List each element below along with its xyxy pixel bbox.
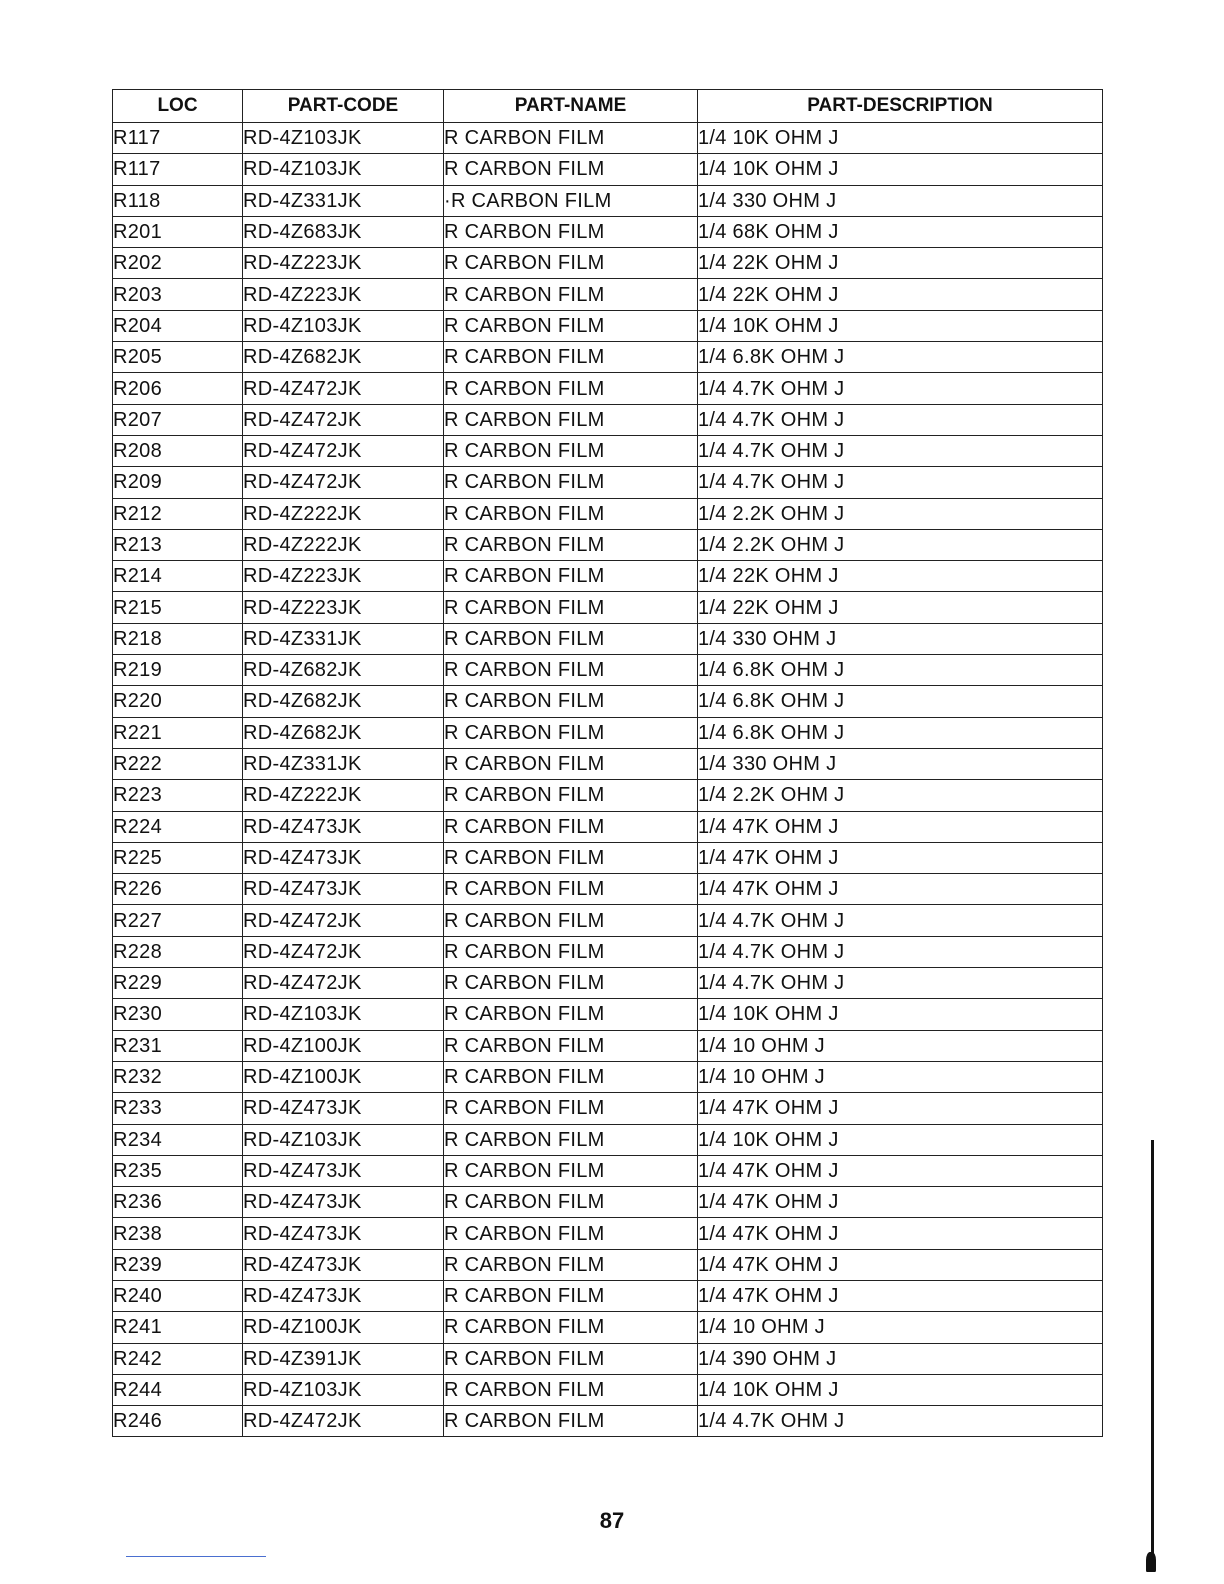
table-row (113, 999, 1103, 1030)
loc-cell: R202 (113, 248, 243, 279)
loc-cell: R244 (113, 1374, 243, 1405)
part-name-cell: R CARBON FILM (444, 780, 698, 811)
loc-cell: R118 (113, 185, 243, 216)
table-row (113, 185, 1103, 216)
part-code-cell: RD-4Z473JK (243, 1218, 444, 1249)
part-name-cell: R CARBON FILM (444, 342, 698, 373)
loc-cell: R239 (113, 1249, 243, 1280)
header-part-description: PART-DESCRIPTION (698, 90, 1103, 123)
part-code-cell: RD-4Z682JK (243, 655, 444, 686)
table-row (113, 561, 1103, 592)
part-code-cell: RD-4Z472JK (243, 905, 444, 936)
part-code-cell: RD-4Z222JK (243, 498, 444, 529)
part-description-cell: 1/4 10 OHM J (698, 1061, 1103, 1092)
loc-cell: R208 (113, 435, 243, 466)
part-name-cell: R CARBON FILM (444, 1030, 698, 1061)
part-name-cell: ·R CARBON FILM (444, 185, 698, 216)
table-row (113, 342, 1103, 373)
part-name-cell: R CARBON FILM (444, 623, 698, 654)
part-code-cell: RD-4Z103JK (243, 1374, 444, 1405)
part-name-cell: R CARBON FILM (444, 1155, 698, 1186)
loc-cell: R220 (113, 686, 243, 717)
loc-cell: R203 (113, 279, 243, 310)
part-name-cell: R CARBON FILM (444, 968, 698, 999)
part-description-cell: 1/4 22K OHM J (698, 248, 1103, 279)
header-loc: LOC (113, 90, 243, 123)
part-code-cell: RD-4Z391JK (243, 1343, 444, 1374)
part-code-cell: RD-4Z103JK (243, 1124, 444, 1155)
part-name-cell: R CARBON FILM (444, 154, 698, 185)
loc-cell: R214 (113, 561, 243, 592)
table-row (113, 780, 1103, 811)
parts-table (112, 89, 1103, 1437)
part-name-cell: R CARBON FILM (444, 279, 698, 310)
part-name-cell: R CARBON FILM (444, 310, 698, 341)
loc-cell: R246 (113, 1406, 243, 1437)
part-code-cell: RD-4Z473JK (243, 874, 444, 905)
part-name-cell: R CARBON FILM (444, 1312, 698, 1343)
part-description-cell: 1/4 10 OHM J (698, 1030, 1103, 1061)
part-description-cell: 1/4 4.7K OHM J (698, 435, 1103, 466)
loc-cell: R235 (113, 1155, 243, 1186)
part-code-cell: RD-4Z473JK (243, 1187, 444, 1218)
part-description-cell: 1/4 47K OHM J (698, 1218, 1103, 1249)
part-name-cell: R CARBON FILM (444, 936, 698, 967)
loc-cell: R231 (113, 1030, 243, 1061)
table-row (113, 1343, 1103, 1374)
loc-cell: R207 (113, 404, 243, 435)
part-name-cell: R CARBON FILM (444, 373, 698, 404)
table-row (113, 686, 1103, 717)
table-row (113, 905, 1103, 936)
loc-cell: R213 (113, 529, 243, 560)
part-code-cell: RD-4Z472JK (243, 435, 444, 466)
part-description-cell: 1/4 10K OHM J (698, 999, 1103, 1030)
page-number: 87 (599, 1508, 625, 1533)
part-description-cell: 1/4 4.7K OHM J (698, 1406, 1103, 1437)
table-row (113, 310, 1103, 341)
table-body (113, 123, 1103, 1437)
part-name-cell: R CARBON FILM (444, 1343, 698, 1374)
table-row (113, 373, 1103, 404)
table-header-row (113, 90, 1103, 123)
part-code-cell: RD-4Z472JK (243, 404, 444, 435)
loc-cell: R204 (113, 310, 243, 341)
loc-cell: R242 (113, 1343, 243, 1374)
table-row (113, 123, 1103, 154)
part-name-cell: R CARBON FILM (444, 1093, 698, 1124)
table-row (113, 1155, 1103, 1186)
loc-cell: R201 (113, 216, 243, 247)
part-name-cell: R CARBON FILM (444, 592, 698, 623)
part-name-cell: R CARBON FILM (444, 123, 698, 154)
part-name-cell: R CARBON FILM (444, 748, 698, 779)
part-code-cell: RD-4Z472JK (243, 467, 444, 498)
part-description-cell: 1/4 4.7K OHM J (698, 968, 1103, 999)
table-row (113, 1187, 1103, 1218)
loc-cell: R223 (113, 780, 243, 811)
part-name-cell: R CARBON FILM (444, 1061, 698, 1092)
part-description-cell: 1/4 2.2K OHM J (698, 498, 1103, 529)
part-code-cell: RD-4Z473JK (243, 1280, 444, 1311)
part-code-cell: RD-4Z473JK (243, 1155, 444, 1186)
part-code-cell: RD-4Z472JK (243, 968, 444, 999)
header-part-code: PART-CODE (243, 90, 444, 123)
part-description-cell: 1/4 2.2K OHM J (698, 780, 1103, 811)
part-name-cell: R CARBON FILM (444, 717, 698, 748)
part-description-cell: 1/4 68K OHM J (698, 216, 1103, 247)
part-description-cell: 1/4 47K OHM J (698, 1155, 1103, 1186)
part-name-cell: R CARBON FILM (444, 248, 698, 279)
part-description-cell: 1/4 6.8K OHM J (698, 342, 1103, 373)
part-code-cell: RD-4Z103JK (243, 310, 444, 341)
part-description-cell: 1/4 330 OHM J (698, 185, 1103, 216)
part-name-cell: R CARBON FILM (444, 1406, 698, 1437)
part-name-cell: R CARBON FILM (444, 404, 698, 435)
part-code-cell: RD-4Z331JK (243, 185, 444, 216)
table-row (113, 936, 1103, 967)
header-part-name: PART-NAME (444, 90, 698, 123)
table-row (113, 874, 1103, 905)
part-description-cell: 1/4 10K OHM J (698, 310, 1103, 341)
table-row (113, 811, 1103, 842)
table-row (113, 592, 1103, 623)
table-row (113, 154, 1103, 185)
part-code-cell: RD-4Z473JK (243, 1249, 444, 1280)
part-description-cell: 1/4 47K OHM J (698, 811, 1103, 842)
part-code-cell: RD-4Z223JK (243, 561, 444, 592)
part-code-cell: RD-4Z472JK (243, 1406, 444, 1437)
part-description-cell: 1/4 390 OHM J (698, 1343, 1103, 1374)
part-code-cell: RD-4Z331JK (243, 748, 444, 779)
table-row (113, 968, 1103, 999)
part-description-cell: 1/4 22K OHM J (698, 592, 1103, 623)
loc-cell: R240 (113, 1280, 243, 1311)
part-name-cell: R CARBON FILM (444, 498, 698, 529)
part-name-cell: R CARBON FILM (444, 467, 698, 498)
table-row (113, 1061, 1103, 1092)
part-description-cell: 1/4 10K OHM J (698, 1124, 1103, 1155)
part-code-cell: RD-4Z103JK (243, 123, 444, 154)
part-code-cell: RD-4Z682JK (243, 342, 444, 373)
loc-cell: R224 (113, 811, 243, 842)
part-name-cell: R CARBON FILM (444, 1187, 698, 1218)
part-description-cell: 1/4 47K OHM J (698, 842, 1103, 873)
part-name-cell: R CARBON FILM (444, 561, 698, 592)
table-row (113, 1406, 1103, 1437)
part-code-cell: RD-4Z100JK (243, 1061, 444, 1092)
part-description-cell: 1/4 47K OHM J (698, 1280, 1103, 1311)
margin-rule-tip (1146, 1552, 1156, 1572)
table-row (113, 467, 1103, 498)
part-description-cell: 1/4 4.7K OHM J (698, 373, 1103, 404)
table-row (113, 1374, 1103, 1405)
loc-cell: R219 (113, 655, 243, 686)
loc-cell: R228 (113, 936, 243, 967)
part-description-cell: 1/4 4.7K OHM J (698, 936, 1103, 967)
table-row (113, 498, 1103, 529)
table-row (113, 1312, 1103, 1343)
part-description-cell: 1/4 4.7K OHM J (698, 404, 1103, 435)
part-description-cell: 1/4 6.8K OHM J (698, 717, 1103, 748)
table-row (113, 1249, 1103, 1280)
loc-cell: R222 (113, 748, 243, 779)
part-name-cell: R CARBON FILM (444, 874, 698, 905)
table-row (113, 655, 1103, 686)
part-name-cell: R CARBON FILM (444, 655, 698, 686)
part-description-cell: 1/4 330 OHM J (698, 748, 1103, 779)
table-row (113, 248, 1103, 279)
part-code-cell: RD-4Z222JK (243, 529, 444, 560)
part-name-cell: R CARBON FILM (444, 842, 698, 873)
part-description-cell: 1/4 2.2K OHM J (698, 529, 1103, 560)
loc-cell: R236 (113, 1187, 243, 1218)
table-row (113, 842, 1103, 873)
part-code-cell: RD-4Z331JK (243, 623, 444, 654)
loc-cell: R232 (113, 1061, 243, 1092)
part-code-cell: RD-4Z223JK (243, 592, 444, 623)
part-code-cell: RD-4Z473JK (243, 1093, 444, 1124)
part-description-cell: 1/4 10K OHM J (698, 154, 1103, 185)
part-name-cell: R CARBON FILM (444, 435, 698, 466)
loc-cell: R234 (113, 1124, 243, 1155)
loc-cell: R221 (113, 717, 243, 748)
loc-cell: R229 (113, 968, 243, 999)
part-code-cell: RD-4Z473JK (243, 842, 444, 873)
part-name-cell: R CARBON FILM (444, 686, 698, 717)
part-description-cell: 1/4 4.7K OHM J (698, 905, 1103, 936)
part-name-cell: R CARBON FILM (444, 905, 698, 936)
table-row (113, 1218, 1103, 1249)
loc-cell: R212 (113, 498, 243, 529)
footer-rule (126, 1556, 266, 1557)
part-name-cell: R CARBON FILM (444, 1218, 698, 1249)
loc-cell: R215 (113, 592, 243, 623)
part-description-cell: 1/4 10 OHM J (698, 1312, 1103, 1343)
part-description-cell: 1/4 330 OHM J (698, 623, 1103, 654)
part-name-cell: R CARBON FILM (444, 1280, 698, 1311)
part-name-cell: R CARBON FILM (444, 999, 698, 1030)
table-row (113, 1093, 1103, 1124)
table-row (113, 748, 1103, 779)
part-code-cell: RD-4Z472JK (243, 373, 444, 404)
loc-cell: R206 (113, 373, 243, 404)
table-row (113, 279, 1103, 310)
margin-rule (1151, 1140, 1154, 1560)
loc-cell: R227 (113, 905, 243, 936)
loc-cell: R233 (113, 1093, 243, 1124)
loc-cell: R117 (113, 123, 243, 154)
part-description-cell: 1/4 10K OHM J (698, 123, 1103, 154)
part-description-cell: 1/4 47K OHM J (698, 1187, 1103, 1218)
loc-cell: R226 (113, 874, 243, 905)
part-name-cell: R CARBON FILM (444, 1374, 698, 1405)
part-description-cell: 1/4 22K OHM J (698, 279, 1103, 310)
part-code-cell: RD-4Z473JK (243, 811, 444, 842)
loc-cell: R238 (113, 1218, 243, 1249)
table-row (113, 529, 1103, 560)
part-code-cell: RD-4Z682JK (243, 717, 444, 748)
loc-cell: R241 (113, 1312, 243, 1343)
part-code-cell: RD-4Z682JK (243, 686, 444, 717)
part-code-cell: RD-4Z223JK (243, 248, 444, 279)
table-row (113, 1124, 1103, 1155)
part-code-cell: RD-4Z683JK (243, 216, 444, 247)
part-description-cell: 1/4 6.8K OHM J (698, 655, 1103, 686)
part-description-cell: 1/4 47K OHM J (698, 1249, 1103, 1280)
part-description-cell: 1/4 6.8K OHM J (698, 686, 1103, 717)
part-description-cell: 1/4 47K OHM J (698, 1093, 1103, 1124)
table-row (113, 623, 1103, 654)
table-row (113, 435, 1103, 466)
part-code-cell: RD-4Z472JK (243, 936, 444, 967)
loc-cell: R205 (113, 342, 243, 373)
table-row (113, 216, 1103, 247)
part-code-cell: RD-4Z100JK (243, 1030, 444, 1061)
part-name-cell: R CARBON FILM (444, 1124, 698, 1155)
part-code-cell: RD-4Z100JK (243, 1312, 444, 1343)
loc-cell: R117 (113, 154, 243, 185)
part-code-cell: RD-4Z103JK (243, 999, 444, 1030)
table-row (113, 1280, 1103, 1311)
part-name-cell: R CARBON FILM (444, 1249, 698, 1280)
part-code-cell: RD-4Z222JK (243, 780, 444, 811)
part-description-cell: 1/4 4.7K OHM J (698, 467, 1103, 498)
part-code-cell: RD-4Z223JK (243, 279, 444, 310)
table-row (113, 404, 1103, 435)
part-description-cell: 1/4 10K OHM J (698, 1374, 1103, 1405)
part-name-cell: R CARBON FILM (444, 811, 698, 842)
part-code-cell: RD-4Z103JK (243, 154, 444, 185)
table-row (113, 1030, 1103, 1061)
part-name-cell: R CARBON FILM (444, 216, 698, 247)
part-name-cell: R CARBON FILM (444, 529, 698, 560)
part-description-cell: 1/4 22K OHM J (698, 561, 1103, 592)
loc-cell: R209 (113, 467, 243, 498)
loc-cell: R225 (113, 842, 243, 873)
loc-cell: R230 (113, 999, 243, 1030)
part-description-cell: 1/4 47K OHM J (698, 874, 1103, 905)
loc-cell: R218 (113, 623, 243, 654)
table-row (113, 717, 1103, 748)
